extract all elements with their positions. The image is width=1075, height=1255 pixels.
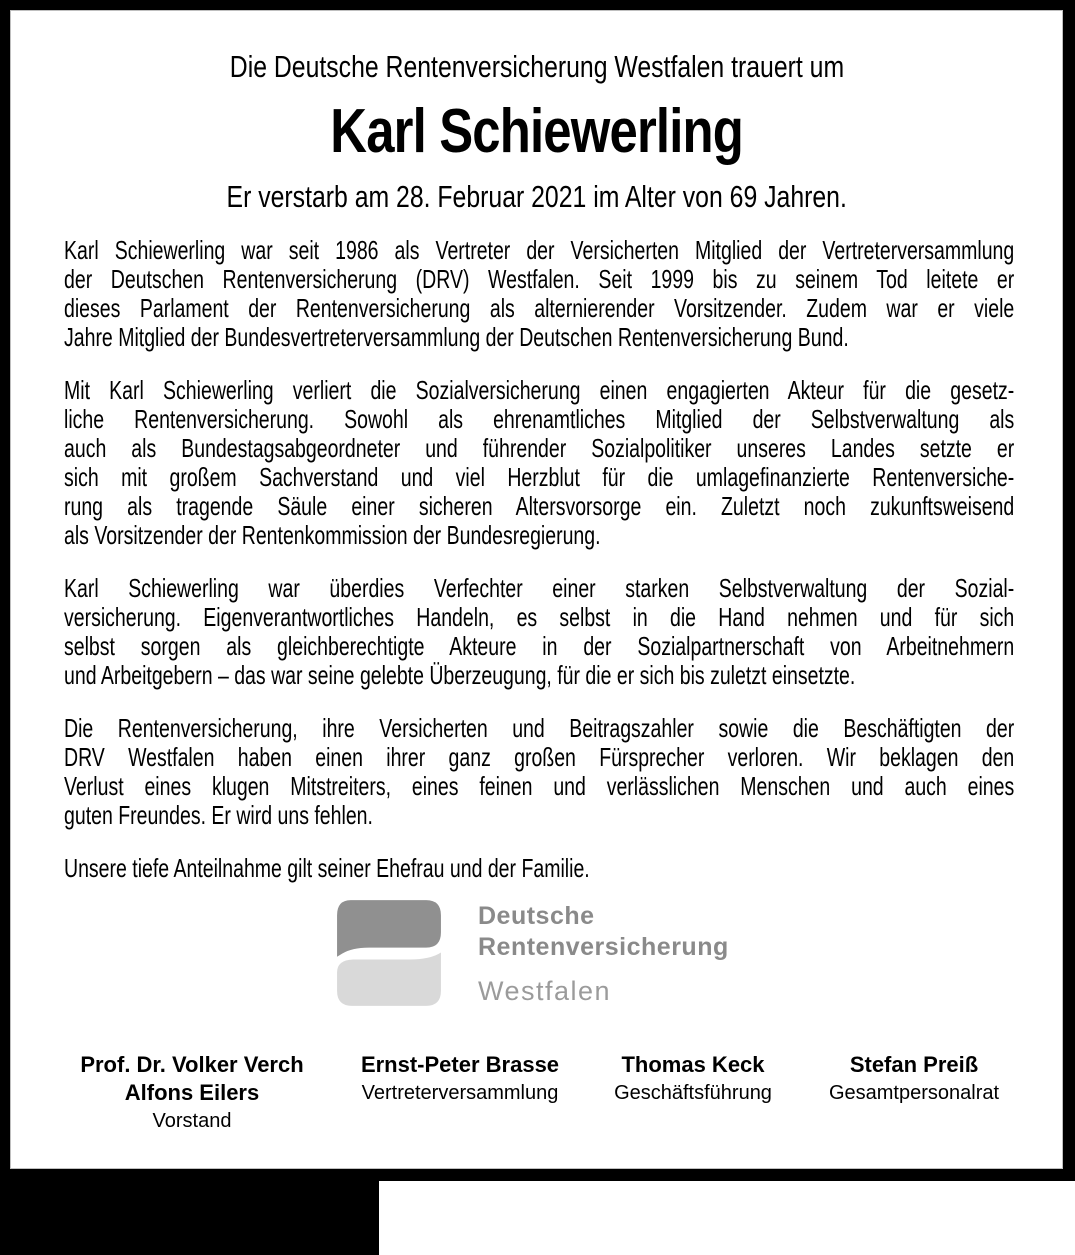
paragraph-line: Karl Schiewerling war seit 1986 als Vertreter der Versicherten Mitglied der Vertreterversammlung bbox=[64, 236, 1015, 265]
bottom-black-block bbox=[0, 1181, 379, 1255]
drv-logo-title-line2: Rentenversicherung bbox=[478, 933, 729, 961]
paragraph-line: Karl Schiewerling war überdies Verfechter einer starken Selbstverwaltung der Sozial- bbox=[64, 574, 1015, 603]
signatory-name: Stefan Preiß bbox=[849, 1052, 979, 1077]
signatory-column bbox=[804, 1051, 1024, 1107]
paragraph-line: selbst sorgen als gleichberechtigte Akteure in der Sozialpartnerschaft von Arbeitnehmern bbox=[64, 632, 1015, 661]
drv-logo-title-line1: Deutsche bbox=[478, 902, 595, 930]
paragraph-line: und Arbeitgebern – das war seine gelebte Überzeugung, für die er sich bis zuletzt einsetzte. bbox=[64, 661, 856, 690]
obituary-card bbox=[10, 10, 1063, 1169]
paragraph-line: auch als Bundestagsabgeordneter und führender Sozialpolitiker unseres Landes setzte er bbox=[64, 434, 1015, 463]
paragraph-line: Verlust eines klugen Mitstreiters, eines feinen und verlässlichen Menschen und auch eines bbox=[64, 772, 1015, 801]
paragraph bbox=[64, 376, 1014, 550]
paragraph-line: versicherung. Eigenverantwortliches Handeln, es selbst in die Hand nehmen und für sich bbox=[64, 603, 1015, 632]
paragraph-line: Mit Karl Schiewerling verliert die Sozialversicherung einen engagierten Akteur für die gesetz- bbox=[64, 376, 1015, 405]
paragraph-line: rung als tragende Säule einer sicheren Altersvorsorge ein. Zuletzt noch zukunftsweisend bbox=[64, 492, 1015, 521]
death-date-text: Er verstarb am 28. Februar 2021 im Alter von 69 Jahren. bbox=[226, 179, 847, 214]
signatory-role: Gesamtpersonalrat bbox=[828, 1082, 1000, 1104]
paragraph bbox=[64, 236, 1014, 352]
drv-logo-icon bbox=[336, 899, 442, 1007]
paragraph-line: als Vorsitzender der Rentenkommission der Bundesregierung. bbox=[64, 521, 601, 550]
signatory-name: Thomas Keck bbox=[621, 1052, 765, 1077]
death-date-line bbox=[11, 181, 1062, 212]
signatory-column bbox=[593, 1051, 793, 1107]
paragraph-line: dieses Parlament der Rentenversicherung als alternierender Vorsitzender. Zudem war er viele bbox=[64, 294, 1015, 323]
paragraph-line: guten Freundes. Er wird uns fehlen. bbox=[64, 801, 373, 830]
deceased-name-text: Karl Schiewerling bbox=[330, 97, 743, 166]
signatory-role: Vertreterversammlung bbox=[361, 1082, 559, 1104]
paragraph bbox=[64, 854, 1014, 883]
drv-logo-mark-top bbox=[337, 900, 441, 957]
signatory-name: Alfons Eilers bbox=[124, 1080, 260, 1105]
paragraph-line: DRV Westfalen haben einen ihrer ganz großen Fürsprecher verloren. Wir beklagen den bbox=[64, 743, 1015, 772]
paragraph-line: sich mit großem Sachverstand und viel Herzblut für die umlagefinanzierte Rentenversiche- bbox=[64, 463, 1015, 492]
paragraph-line: Jahre Mitglied der Bundesvertreterversammlung der Deutschen Rentenversicherung Bund. bbox=[64, 323, 849, 352]
intro-line bbox=[11, 51, 1062, 82]
deceased-name-headline bbox=[11, 97, 1062, 167]
signatory-name: Ernst-Peter Brasse bbox=[360, 1052, 560, 1077]
signatory-name: Prof. Dr. Volker Verch bbox=[80, 1052, 304, 1077]
drv-logo-mark-bottom bbox=[337, 952, 441, 1005]
drv-logo-title bbox=[478, 901, 729, 963]
signatory-column bbox=[350, 1051, 570, 1107]
drv-logo bbox=[11, 899, 1062, 1029]
paragraph-line: der Deutschen Rentenversicherung (DRV) Westfalen. Seit 1999 bis zu seinem Tod leitete er bbox=[64, 265, 1015, 294]
intro-text: Die Deutsche Rentenversicherung Westfalen trauert um bbox=[229, 49, 844, 84]
signatories-row bbox=[11, 1051, 1062, 1146]
paragraph-line: liche Rentenversicherung. Sowohl als ehrenamtliches Mitglied der Selbstverwaltung als bbox=[64, 405, 1015, 434]
drv-logo-region: Westfalen bbox=[478, 976, 612, 1006]
signatory-role: Geschäftsführung bbox=[614, 1082, 772, 1104]
obituary-body bbox=[64, 236, 1014, 907]
paragraph bbox=[64, 574, 1014, 690]
signatory-role: Vorstand bbox=[152, 1110, 232, 1132]
paragraph-line: Die Rentenversicherung, ihre Versicherten und Beitragszahler sowie die Beschäftigten der bbox=[64, 714, 1015, 743]
signatory-column bbox=[54, 1051, 330, 1135]
paragraph bbox=[64, 714, 1014, 830]
paragraph-line: Unsere tiefe Anteilnahme gilt seiner Ehefrau und der Familie. bbox=[64, 854, 590, 883]
drv-logo-text bbox=[478, 901, 729, 1007]
